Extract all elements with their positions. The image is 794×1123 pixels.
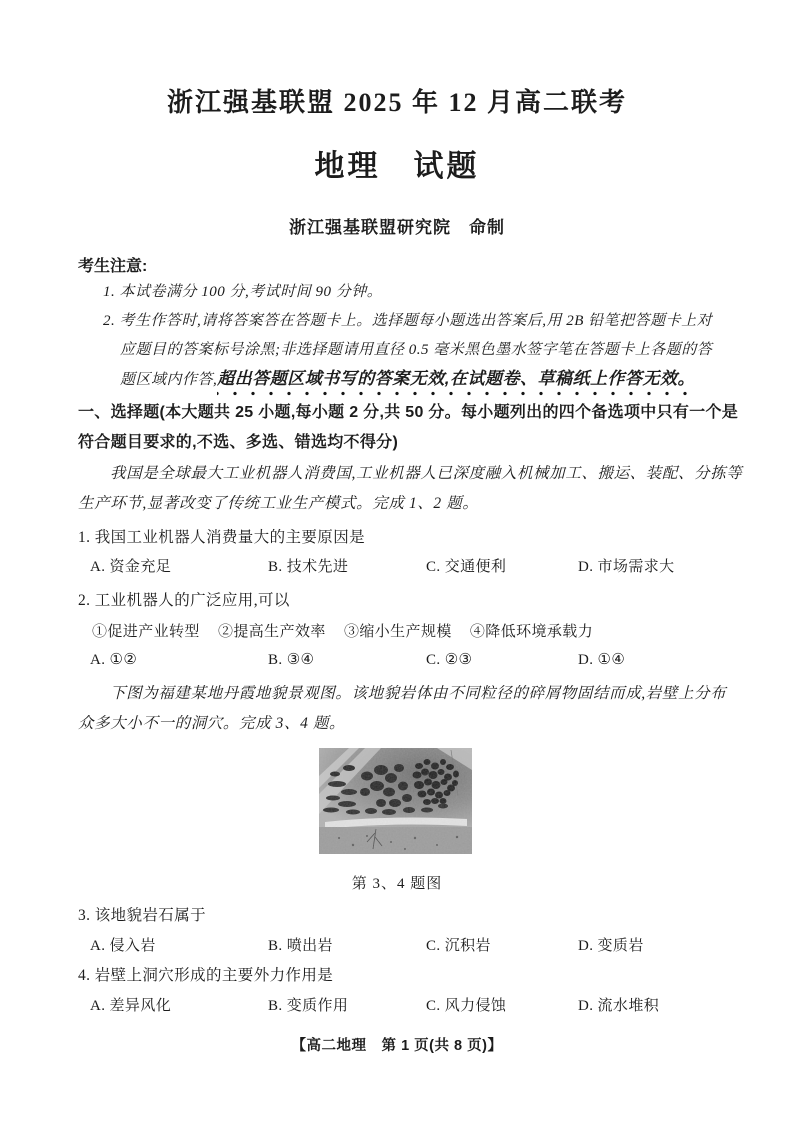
question-2-item-3: ③缩小生产规模 — [343, 624, 452, 640]
question-4-option-a: A. 差异风化 — [90, 998, 172, 1014]
question-2-item-1: ①促进产业转型 — [92, 624, 200, 640]
figure-caption: 第 3、4 题图 — [351, 876, 443, 892]
question-2-options — [90, 650, 730, 669]
question-2-stem: 2. 工业机器人的广泛应用,可以 — [78, 592, 290, 609]
question-2-option-b: B. ③④ — [268, 652, 315, 668]
notice-item-1: 1. 本试卷满分 100 分,考试时间 90 分钟。 — [103, 284, 383, 300]
question-3-option-d: D. 变质岩 — [578, 938, 644, 954]
question-1-option-a: A. 资金充足 — [90, 559, 172, 575]
question-1-option-b: B. 技术先进 — [268, 559, 349, 575]
notice-item-2-line2: 应题目的答案标号涂黑;非选择题请用直径 0.5 毫米黑色墨水签字笔在答题卡上各题的答 — [120, 342, 713, 358]
question-2-option-a: A. ①② — [90, 652, 138, 668]
notice-item-2-line3 — [120, 364, 695, 389]
question-1-stem: 1. 我国工业机器人消费量大的主要原因是 — [78, 529, 366, 546]
question-4-options — [90, 994, 730, 1015]
notice-item-2-line1: 2. 考生作答时,请将答案答在答题卡上。选择题每小题选出答案后,用 2B 铅笔把答题卡上对 — [103, 313, 713, 329]
question-3-option-a: A. 侵入岩 — [90, 938, 156, 954]
passage-2-line2: 众多大小不一的洞穴。完成 3、4 题。 — [78, 715, 346, 732]
danxia-landform-photo — [319, 748, 472, 854]
question-2-item-2: ②提高生产效率 — [217, 624, 326, 640]
question-2-numbered-items — [92, 620, 607, 641]
question-1-options — [90, 555, 730, 576]
question-4-option-b: B. 变质作用 — [268, 998, 349, 1014]
question-1-option-c: C. 交通便利 — [426, 559, 507, 575]
question-3-option-b: B. 喷出岩 — [268, 938, 333, 954]
section-heading-line1: 一、选择题(本大题共 25 小题,每小题 2 分,共 50 分。每小题列出的四个备选项中只有一个是 — [78, 404, 739, 421]
question-4-stem: 4. 岩壁上洞穴形成的主要外力作用是 — [78, 967, 334, 984]
subject-title: 地理 试题 — [314, 150, 480, 183]
exam-title: 浙江强基联盟 2025 年 12 月高二联考 — [166, 88, 627, 117]
passage-1-line2: 生产环节,显著改变了传统工业生产模式。完成 1、2 题。 — [78, 495, 479, 512]
question-3-stem: 3. 该地貌岩石属于 — [78, 907, 207, 924]
question-1-option-d: D. 市场需求大 — [578, 559, 675, 575]
question-2-item-4: ④降低环境承载力 — [469, 624, 594, 640]
question-2-option-d: D. ①④ — [578, 652, 626, 668]
notice-heading: 考生注意: — [78, 258, 148, 275]
section-heading-line2: 符合题目要求的,不选、多选、错选均不得分) — [78, 434, 399, 451]
passage-2-line1: 下图为福建某地丹霞地貌景观图。该地貌岩体由不同粒径的碎屑物固结而成,岩壁上分布 — [110, 685, 727, 702]
question-4-option-c: C. 风力侵蚀 — [426, 998, 507, 1014]
issuer-line: 浙江强基联盟研究院 命制 — [289, 218, 505, 237]
page-footer: 【高二地理 第 1 页(共 8 页)】 — [291, 1038, 503, 1054]
notice-item-2-line3-normal: 题区域内作答, — [120, 372, 218, 388]
question-3-option-c: C. 沉积岩 — [426, 938, 491, 954]
question-4-option-d: D. 流水堆积 — [578, 998, 660, 1014]
question-2-option-c: C. ②③ — [426, 652, 473, 668]
passage-1-line1: 我国是全球最大工业机器人消费国,工业机器人已深度融入机械加工、搬运、装配、分拣等 — [110, 465, 743, 482]
notice-emphasized-warning: 超出答题区域书写的答案无效,在试题卷、草稿纸上作答无效。 — [217, 369, 695, 396]
rock-caves-illustration — [319, 748, 472, 854]
question-3-options — [90, 934, 730, 955]
